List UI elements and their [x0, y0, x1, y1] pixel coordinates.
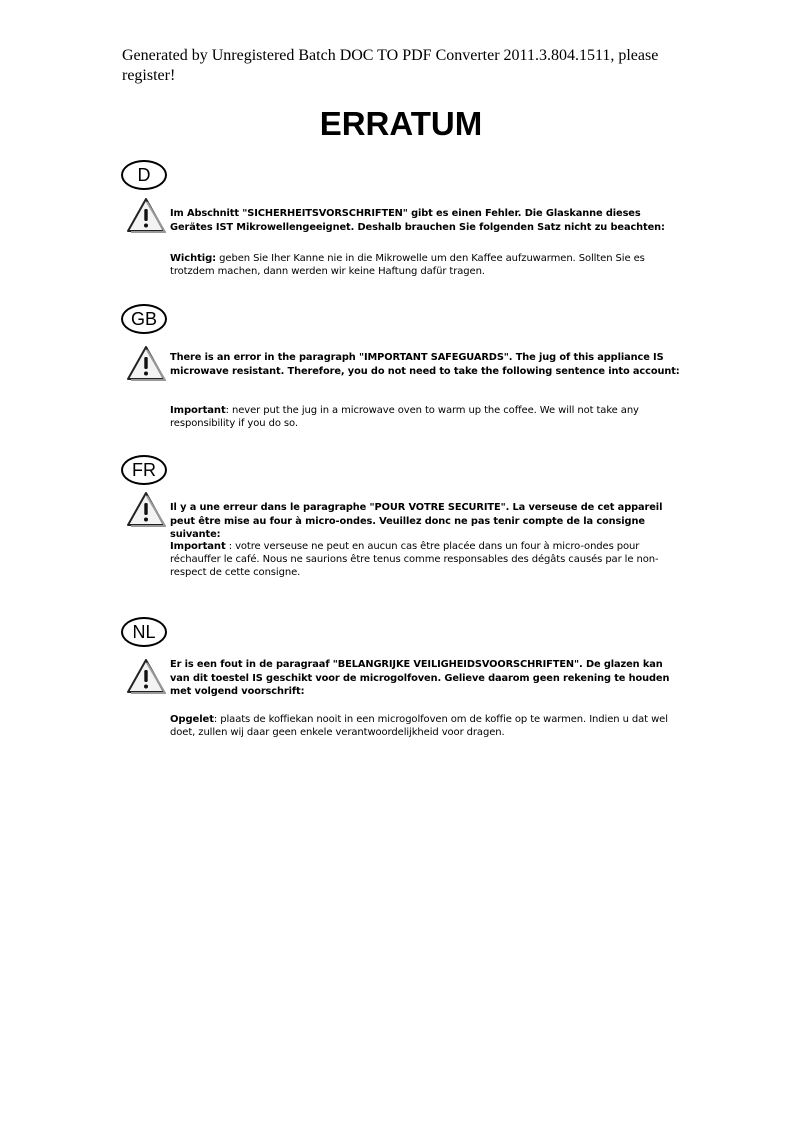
erratum-notice-gb: There is an error in the paragraph "IMPORTANT SAFEGUARDS". The jug of this appliance IS microwave resistant. Therefore, you do not need to take the following sentence into account:: [170, 352, 680, 377]
warning-icon: [126, 658, 166, 694]
instruction-text-fr: : votre verseuse ne peut en aucun cas être placée dans un four à micro-ondes pour réchauffer le café. Nous ne saurions être tenus comme responsables des dégâts causés par le non-respect de cette consigne.: [170, 541, 659, 578]
instruction-text-nl: : plaats de koffiekan nooit in een microgolfoven om de koffie op te warmen. Indien u dat wel doet, zullen wij daar geen enkele verantwoordelijkheid voor dragen.: [170, 714, 668, 738]
instruction-text-d: geben Sie Iher Kanne nie in die Mikrowelle um den Kaffee aufzuwarmen. Sollten Sie es trotzdem machen, dann werden wir keine Haftung dafür tragen.: [170, 253, 645, 277]
warning-icon: [126, 197, 166, 233]
erratum-notice-nl: Er is een fout in de paragraaf "BELANGRIJKE VEILIGHEIDSVOORSCHRIFTEN". De glazen kan van dit toestel IS geschikt voor de microgolfoven. Gelieve daarom geen rekening te houden met volgend voorschrift:: [170, 659, 670, 697]
instruction-gb: [170, 404, 682, 430]
language-badge-gb: GB: [121, 304, 167, 334]
instruction-label-nl: Opgelet: [170, 714, 214, 725]
instruction-text-gb: : never put the jug in a microwave oven to warm up the coffee. We will not take any responsibility if you do so.: [170, 405, 639, 429]
warning-icon: [126, 491, 166, 527]
converter-watermark: Generated by Unregistered Batch DOC TO PDF Converter 2011.3.804.1511, please register!: [122, 47, 659, 84]
language-badge-d: D: [121, 160, 167, 190]
instruction-nl: [170, 713, 682, 739]
language-badge-nl: NL: [121, 617, 167, 647]
instruction-label-fr: Important: [170, 541, 226, 552]
page-title: ERRATUM: [319, 105, 483, 142]
instruction-d: [170, 252, 682, 278]
instruction-label-d: Wichtig:: [170, 253, 217, 264]
instruction-fr: [170, 540, 682, 579]
language-badge-fr: FR: [121, 455, 167, 485]
erratum-notice-d: Im Abschnitt "SICHERHEITSVORSCHRIFTEN" gibt es einen Fehler. Die Glaskanne dieses Gerätes IST Mikrowellengeeignet. Deshalb brauchen Sie folgenden Satz nicht zu beachten:: [170, 208, 665, 233]
instruction-label-gb: Important: [170, 405, 226, 416]
erratum-notice-fr: Il y a une erreur dans le paragraphe "POUR VOTRE SECURITE". La verseuse de cet appareil peut être mise au four à micro-ondes. Veuillez donc ne pas tenir compte de la consigne suivante:: [170, 502, 663, 540]
warning-icon: [126, 345, 166, 381]
